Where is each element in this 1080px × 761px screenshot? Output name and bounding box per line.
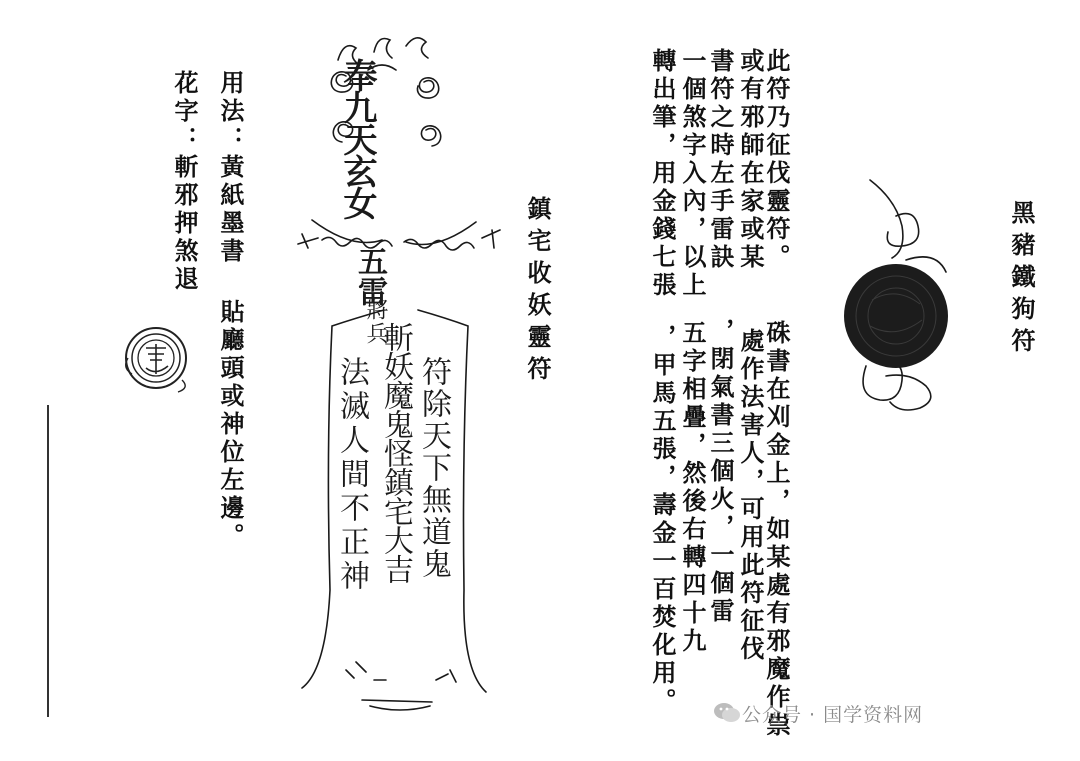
black-pig-iron-dog-talisman-drawing bbox=[836, 170, 966, 420]
text-col-9: 五字相疊，然後右轉四十九 bbox=[678, 320, 707, 656]
text-col-1: 此符乃征伐靈符。 bbox=[762, 48, 791, 272]
text-col-10: ，甲馬五張，壽金一百焚化用。 bbox=[648, 324, 677, 716]
talisman-col-left: 法滅人間不正神 bbox=[334, 356, 369, 594]
talisman-head-char-1: 五雷 bbox=[352, 246, 387, 306]
talisman-col-right: 符除天下無道鬼 bbox=[416, 356, 451, 580]
text-col-3: 書符之時左手雷訣 bbox=[706, 48, 735, 272]
text-col-2: 或有邪師在家或某 bbox=[736, 48, 765, 272]
talisman-crown-chars: 奉九天玄女 bbox=[337, 58, 377, 218]
hua-zi-text: 花字：斬邪押煞退 bbox=[170, 70, 199, 294]
talisman-title-zhenzhai: 鎮宅收妖靈符 bbox=[523, 196, 552, 388]
talisman-body-top: 將兵 bbox=[363, 298, 388, 346]
watermark-text: 公众号 · 国学资料网 bbox=[742, 704, 924, 726]
text-col-4: 一個煞字入內，以上 bbox=[678, 48, 707, 300]
hua-zi-seal-icon bbox=[112, 318, 202, 398]
text-col-7: 處作法害人，可用此符征伐 bbox=[736, 328, 765, 664]
talisman-title-heizhu: 黑豬鐵狗符 bbox=[1007, 200, 1036, 360]
wechat-logo-icon bbox=[712, 700, 742, 726]
usage-text: 用法：黃紙墨書 貼廳頭或神位左邊。 bbox=[216, 70, 245, 551]
margin-line bbox=[47, 405, 49, 717]
talisman-col-center: 斬妖魔鬼怪鎮宅大吉 bbox=[378, 322, 413, 583]
text-col-6: 硃書在刈金上，如某處有邪魔作祟 bbox=[762, 320, 791, 740]
text-col-8: ，閉氣書三個火，一個雷 bbox=[706, 318, 735, 626]
text-col-5: 轉出筆，用金錢七張 bbox=[648, 48, 677, 300]
